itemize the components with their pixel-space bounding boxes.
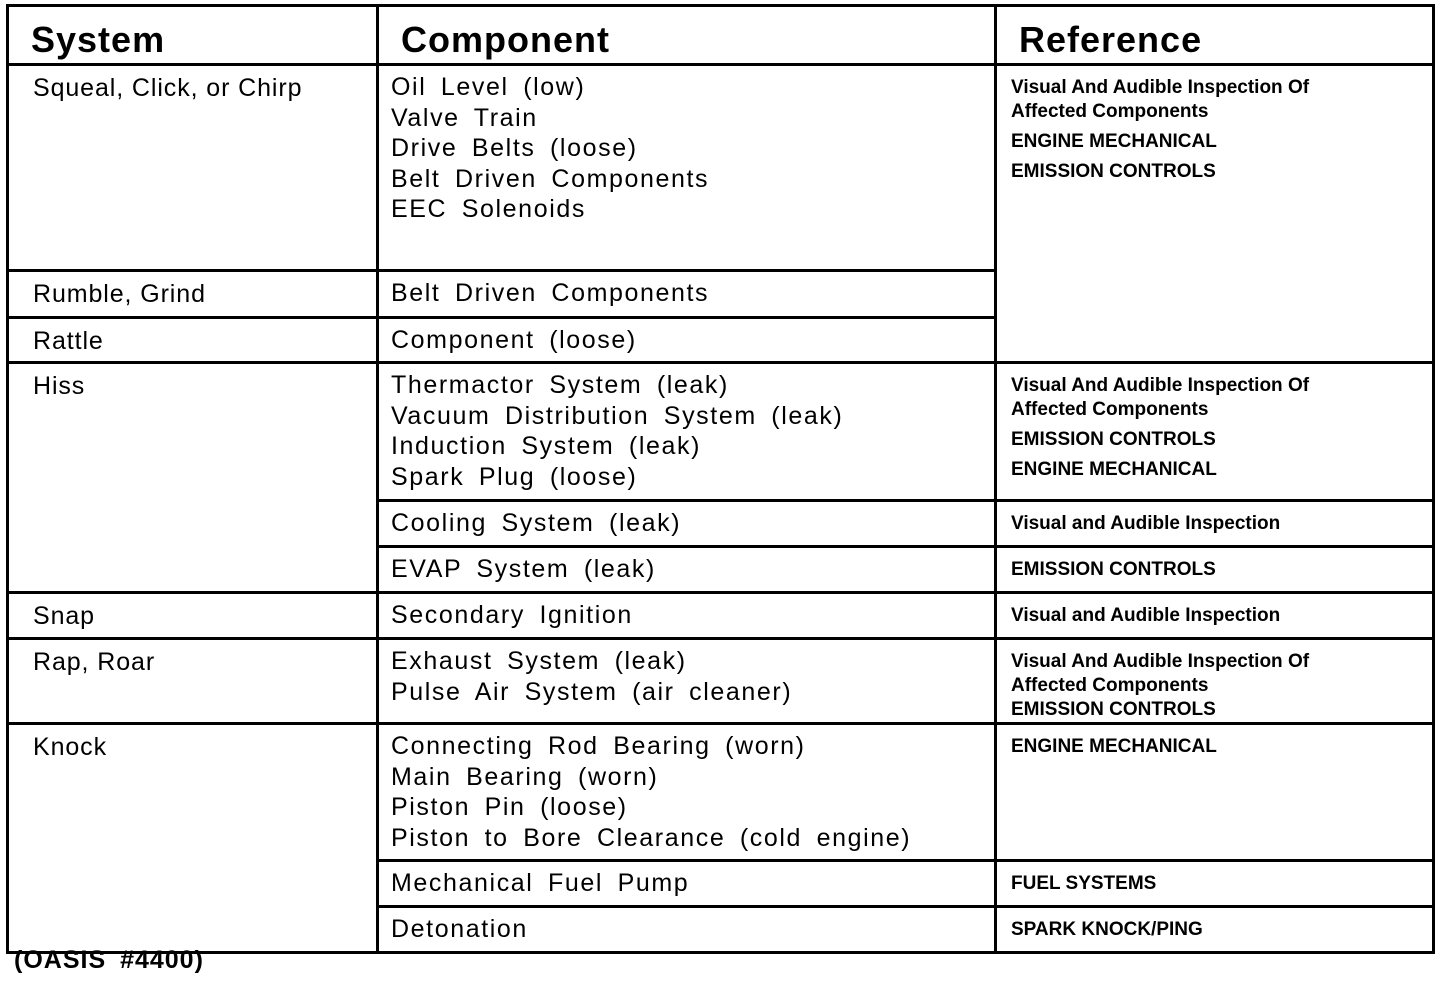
component-cell — [378, 547, 996, 593]
reference-line: Visual And Audible Inspection Of — [1011, 375, 1310, 396]
reference-cell — [996, 861, 1434, 907]
reference-line: Visual And Audible Inspection Of — [1011, 651, 1310, 672]
component-cell — [378, 501, 996, 547]
component-line: Secondary Ignition — [391, 601, 633, 629]
component-cell — [378, 639, 996, 724]
component-line: Piston Pin (loose) — [391, 793, 628, 821]
system-cell: Knock — [8, 724, 378, 953]
component-line: Connecting Rod Bearing (worn) — [391, 732, 806, 760]
table-row — [8, 363, 1434, 501]
reference-cell — [996, 639, 1434, 724]
reference-line: Affected Components — [1011, 675, 1209, 696]
reference-line: EMISSION CONTROLS — [1011, 161, 1216, 182]
component-line: Spark Plug (loose) — [391, 462, 638, 491]
component-cell — [378, 318, 996, 363]
reference-cell — [996, 363, 1434, 501]
component-line: Cooling System (leak) — [391, 509, 682, 537]
component-line: Belt Driven Components — [391, 279, 710, 307]
reference-line: Affected Components — [1011, 101, 1209, 122]
reference-cell — [996, 65, 1434, 363]
reference-cell — [996, 907, 1434, 953]
component-line: Valve Train — [391, 103, 538, 132]
component-line: Oil Level (low) — [391, 73, 586, 101]
component-line: Piston to Bore Clearance (cold engine) — [391, 823, 912, 852]
component-line: Thermactor System (leak) — [391, 371, 729, 399]
reference-line: EMISSION CONTROLS — [1011, 429, 1216, 450]
table-row — [8, 65, 1434, 271]
component-line: Main Bearing (worn) — [391, 762, 659, 791]
reference-cell — [996, 724, 1434, 861]
component-line: Vacuum Distribution System (leak) — [391, 401, 844, 430]
component-cell — [378, 593, 996, 639]
component-line: Exhaust System (leak) — [391, 647, 687, 675]
reference-line: ENGINE MECHANICAL — [1011, 131, 1217, 152]
component-line: EEC Solenoids — [391, 195, 586, 223]
header-reference: Reference — [996, 6, 1434, 65]
component-cell — [378, 65, 996, 271]
reference-line: EMISSION CONTROLS — [1011, 699, 1216, 720]
noise-diagnosis-table — [6, 4, 1435, 954]
system-cell: Hiss — [8, 363, 378, 593]
component-line: EVAP System (leak) — [391, 555, 656, 583]
reference-line: Affected Components — [1011, 399, 1209, 420]
reference-cell — [996, 593, 1434, 639]
reference-line: SPARK KNOCK/PING — [1011, 919, 1203, 940]
system-cell: Rumble, Grind — [8, 271, 378, 318]
header-system: System — [8, 6, 378, 65]
reference-line: EMISSION CONTROLS — [1011, 559, 1216, 580]
reference-line: Visual and Audible Inspection — [1011, 513, 1281, 534]
component-line: Induction System (leak) — [391, 432, 702, 460]
system-cell: Squeal, Click, or Chirp — [8, 65, 378, 271]
component-line: Mechanical Fuel Pump — [391, 869, 690, 897]
table-header-row — [8, 6, 1434, 65]
table-row — [8, 724, 1434, 861]
component-cell — [378, 861, 996, 907]
reference-line: FUEL SYSTEMS — [1011, 873, 1157, 894]
reference-line: Visual And Audible Inspection Of — [1011, 77, 1310, 98]
reference-cell — [996, 501, 1434, 547]
component-line: Drive Belts (loose) — [391, 134, 638, 162]
component-cell — [378, 907, 996, 953]
header-component: Component — [378, 6, 996, 65]
reference-line: Visual and Audible Inspection — [1011, 605, 1281, 626]
reference-line: ENGINE MECHANICAL — [1011, 459, 1217, 480]
component-line: Pulse Air System (air cleaner) — [391, 677, 793, 706]
component-cell — [378, 271, 996, 318]
component-line: Belt Driven Components — [391, 164, 710, 193]
reference-line: ENGINE MECHANICAL — [1011, 736, 1217, 757]
system-cell: Rattle — [8, 318, 378, 363]
component-line: Component (loose) — [391, 326, 637, 354]
system-cell: Snap — [8, 593, 378, 639]
component-cell — [378, 724, 996, 861]
footnote-oasis: (OASIS #4400) — [14, 946, 204, 974]
table-row — [8, 639, 1434, 724]
table-row — [8, 593, 1434, 639]
reference-cell — [996, 547, 1434, 593]
system-cell: Rap, Roar — [8, 639, 378, 724]
component-cell — [378, 363, 996, 501]
component-line: Detonation — [391, 915, 528, 943]
